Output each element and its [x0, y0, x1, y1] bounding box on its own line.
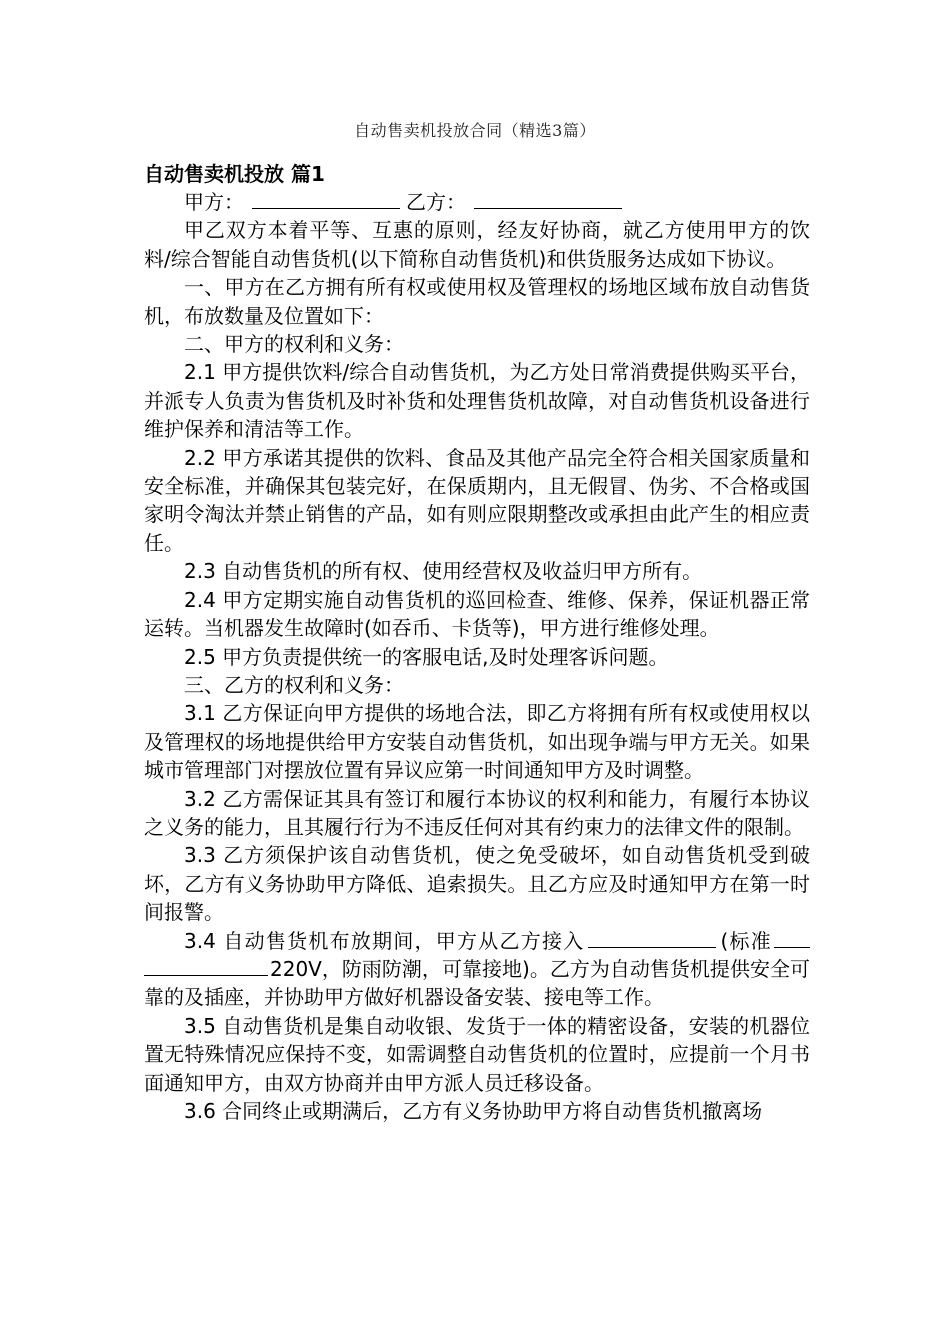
standard-blank-a: [774, 927, 810, 948]
paragraph-clause-2-4: 2.4 甲方定期实施自动售货机的巡回检查、维修、保养，保证机器正常运转。当机器发生故障时(如吞币、卡货等)，甲方进行维修处理。: [144, 587, 810, 641]
paragraph-clause-3: 三、乙方的权利和义务：: [184, 672, 404, 697]
party-a-label: 甲方：: [184, 190, 244, 214]
standard-blank-b: [144, 955, 268, 976]
paragraph-clause-2-1: 2.1 甲方提供饮料/综合自动售货机，为乙方处日常消费提供购买平台，并派专人负责为售货机及时补货和处理售货机故障，对自动售货机设备进行维护保养和清洁等工作。: [144, 360, 810, 442]
paragraph-clause-1: 一、甲方在乙方拥有所有权或使用权及管理权的场地区域布放自动售货机，布放数量及位置如下：: [144, 275, 810, 328]
party-line: [144, 188, 810, 216]
paragraph-clause-3-1: 3.1 乙方保证向甲方提供的场地合法，即乙方将拥有所有权或使用权以及管理权的场地提供给甲方安装自动售货机，如出现争端与甲方无关。如果城市管理部门对摆放位置有异议应第一时间通知甲方及时调整。: [144, 701, 810, 783]
paragraph-clause-2: 二、甲方的权利和义务：: [184, 332, 404, 357]
party-a-blank: [252, 188, 400, 209]
paragraph-intro: 甲乙双方本着平等、互惠的原则，经友好协商，就乙方使用甲方的饮料/综合智能自动售货机(以下简称自动售货机)和供货服务达成如下协议。: [144, 218, 810, 271]
paragraph-clause-3-3: 3.3 乙方须保护该自动售货机，使之免受破坏，如自动售货机受到破坏，乙方有义务协助甲方降低、追索损失。且乙方应及时通知甲方在第一时间报警。: [144, 843, 810, 925]
document-body: [144, 188, 810, 1125]
power-supply-blank: [588, 927, 716, 948]
paragraph-clause-3-5: 3.5 自动售货机是集自动收银、发货于一体的精密设备，安装的机器位置无特殊情况应保持不变，如需调整自动售货机的位置时，应提前一个月书面通知甲方，由双方协商并由甲方派人员迁移设备。: [144, 1013, 810, 1095]
paragraph-clause-3-2: 3.2 乙方需保证其具有签订和履行本协议的权利和能力，有履行本协议之义务的能力，且其履行行为不违反任何对其有约束力的法律文件的限制。: [144, 786, 810, 839]
clause-3-4-part-a: 3.4 自动售货机布放期间，甲方从乙方接入: [184, 928, 585, 953]
clause-3-4-part-b: (标准: [720, 928, 772, 953]
document-title: 自动售卖机投放合同（精选3篇）: [354, 121, 596, 140]
paragraph-clause-2-3: 2.3 自动售货机的所有权、使用经营权及收益归甲方所有。: [184, 559, 703, 584]
paragraph-clause-3-4: [144, 927, 810, 1012]
paragraph-clause-2-2: 2.2 甲方承诺其提供的饮料、食品及其他产品完全符合相关国家质量和安全标准，并确保其包装完好，在保质期内，且无假冒、伪劣、不合格或国家明令淘汰并禁止销售的产品，如有则应限期整改或承担由此产生的相应责任。: [144, 445, 810, 555]
clause-3-4-part-c: 220V，防雨防潮，可靠接地)。乙方为自动售货机提供安全可靠的及插座，并协助甲方做好机器设备安装、接电等工作。: [144, 956, 810, 1010]
party-b-label: 乙方：: [406, 190, 466, 214]
section-heading: 自动售卖机投放 篇1: [144, 162, 325, 186]
party-b-blank: [474, 188, 622, 209]
paragraph-clause-2-5: 2.5 甲方负责提供统一的客服电话,及时处理客诉问题。: [184, 644, 669, 669]
paragraph-clause-3-6: 3.6 合同终止或期满后，乙方有义务协助甲方将自动售货机撤离场: [184, 1099, 763, 1123]
